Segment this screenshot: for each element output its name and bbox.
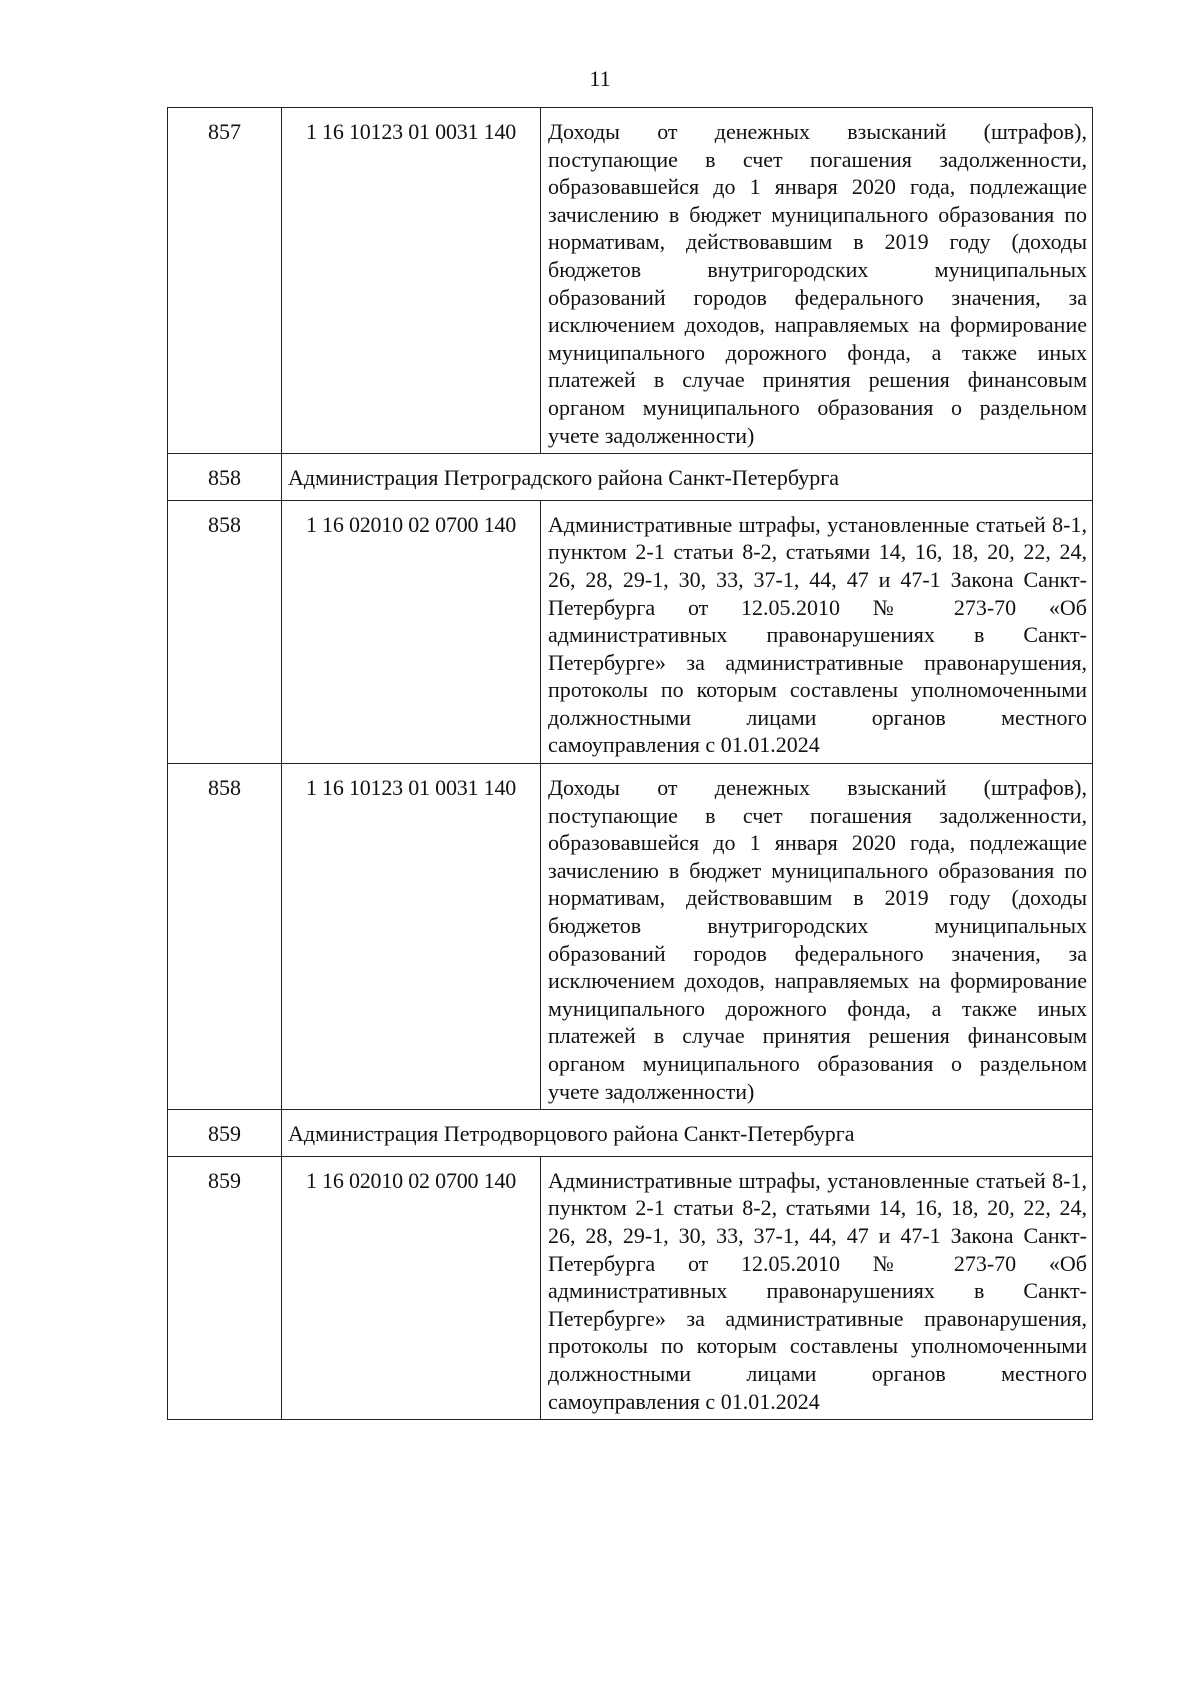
budget-code-cell: 1 16 10123 01 0031 140 (282, 764, 541, 1110)
revenue-name-cell (541, 500, 1093, 763)
revenue-name-text: Доходы от денежных взысканий (штрафов), поступающие в счет погашения задолженности, образовавшейся до 1 января 2020 года, подлежащие зачислению в бюджет муниципального образования по нормативам, действовавшим в 2019 году (доходы бюджетов внутригородских муниципальных образований городов федерального значения, за исключением доходов, направляемых на формирование муниципального дорожного фонда, а также иных платежей в случае принятия решения финансовым органом муниципального образования о раздельном учете задолженности) (548, 119, 1087, 448)
budget-revenue-table (167, 107, 1093, 1420)
budget-code-cell: 1 16 02010 02 0700 140 (282, 1156, 541, 1419)
budget-code-cell: 1 16 10123 01 0031 140 (282, 108, 541, 454)
table-row (168, 1156, 1093, 1419)
admin-code-cell: 857 (168, 108, 282, 454)
organization-name-cell: Администрация Петродворцового района Санкт-Петербурга (282, 1110, 1093, 1157)
admin-code-cell: 858 (168, 500, 282, 763)
revenue-name-text: Административные штрафы, установленные статьей 8-1, пунктом 2-1 статьи 8-2, статьями 14, 16, 18, 20, 22, 24, 26, 28, 29-1, 30, 33, 37-1, 44, 47 и 47-1 Закона Санкт-Петербурга от 12.05.2010 № 273-70 «Об административных правонарушениях в Санкт-Петербурге» за административные правонарушения, протоколы по которым составлены уполномоченными должностными лицами органов местного самоуправления с 01.01.2024 (548, 1167, 1087, 1414)
admin-code-cell: 859 (168, 1110, 282, 1157)
organization-row (168, 454, 1093, 501)
table-row (168, 764, 1093, 1110)
organization-name-cell: Администрация Петроградского района Санкт-Петербурга (282, 454, 1093, 501)
table-row (168, 108, 1093, 454)
page-number: 11 (589, 66, 611, 91)
admin-code-cell: 858 (168, 454, 282, 501)
revenue-name-text: Доходы от денежных взысканий (штрафов), поступающие в счет погашения задолженности, образовавшейся до 1 января 2020 года, подлежащие зачислению в бюджет муниципального образования по нормативам, действовавшим в 2019 году (доходы бюджетов внутригородских муниципальных образований городов федерального значения, за исключением доходов, направляемых на формирование муниципального дорожного фонда, а также иных платежей в случае принятия решения финансовым органом муниципального образования о раздельном учете задолженности) (548, 775, 1087, 1104)
revenue-name-cell (541, 108, 1093, 454)
admin-code-cell: 858 (168, 764, 282, 1110)
revenue-name-cell (541, 764, 1093, 1110)
admin-code-cell: 859 (168, 1156, 282, 1419)
revenue-name-cell (541, 1156, 1093, 1419)
table-row (168, 500, 1093, 763)
revenue-name-text: Административные штрафы, установленные статьей 8-1, пунктом 2-1 статьи 8-2, статьями 14, 16, 18, 20, 22, 24, 26, 28, 29-1, 30, 33, 37-1, 44, 47 и 47-1 Закона Санкт-Петербурга от 12.05.2010 № 273-70 «Об административных правонарушениях в Санкт-Петербурге» за административные правонарушения, протоколы по которым составлены уполномоченными должностными лицами органов местного самоуправления с 01.01.2024 (548, 511, 1087, 758)
organization-row (168, 1110, 1093, 1157)
budget-code-cell: 1 16 02010 02 0700 140 (282, 500, 541, 763)
